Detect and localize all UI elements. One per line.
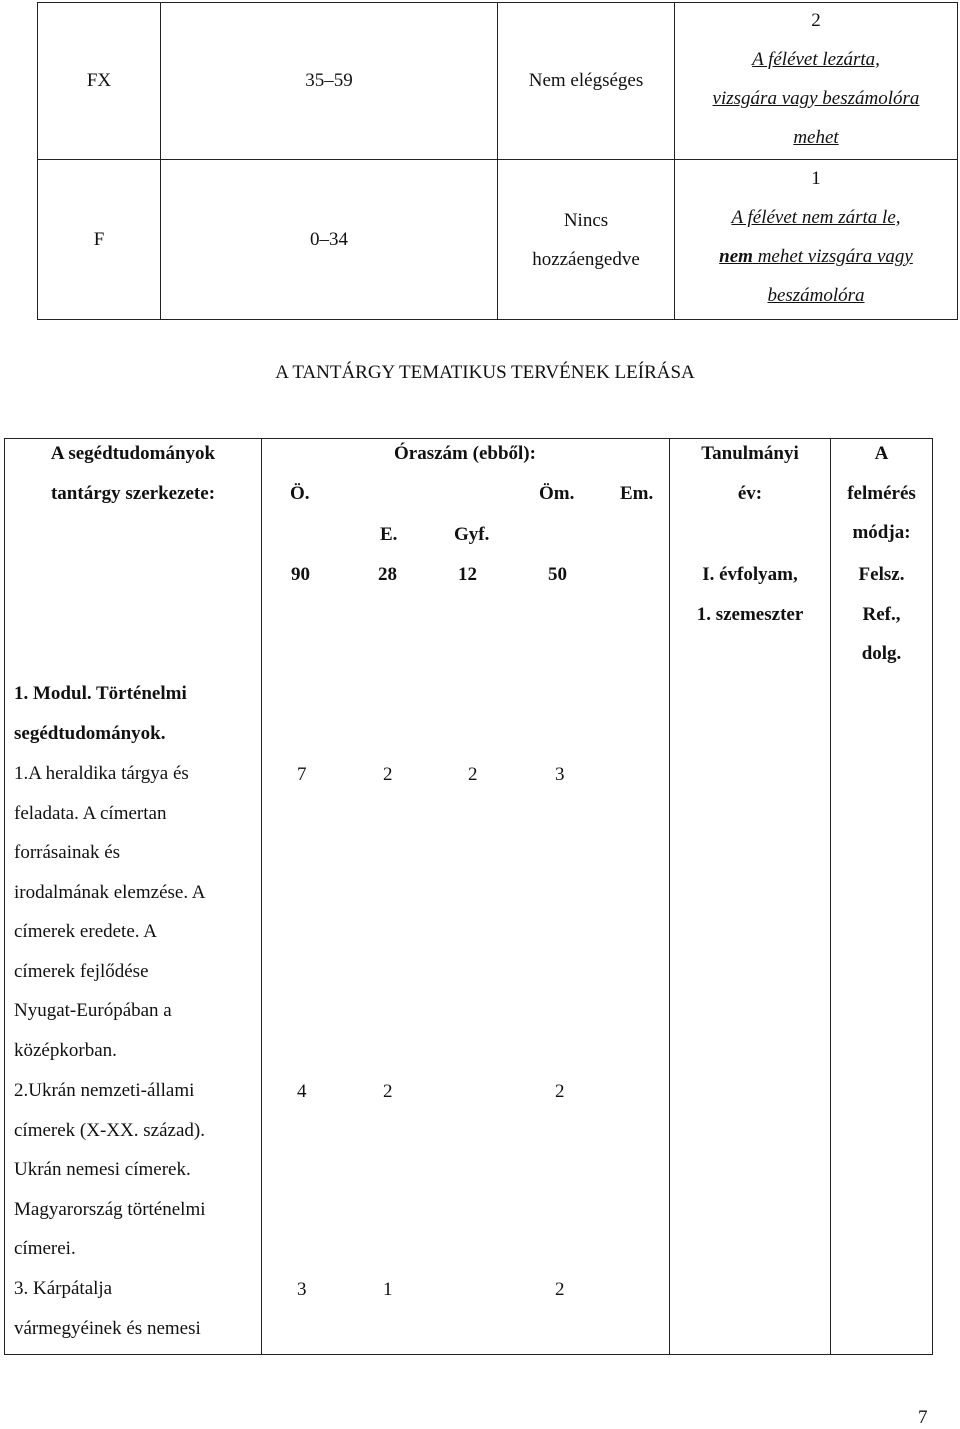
topic-1-o: 7 [297,764,307,785]
col-em-header: Em. [620,483,654,504]
study-header-line1: Tanulmányi [701,443,799,464]
topic-2-gyf: 2 [555,1081,565,1102]
assess-header [831,434,932,553]
total-year-line1: I. évfolyam, [702,564,798,585]
page-number: 7 [918,1407,928,1428]
col-om-header: Öm. [539,483,575,504]
total-e: 28 [378,564,397,585]
note-f-bold: nem [719,245,753,267]
points-f: 1 [811,167,821,189]
topic-1-gyf: 2 [468,764,478,785]
structure-header-line2: tantárgy szerkezete: [50,482,216,504]
topic-1-om: 3 [555,764,565,785]
topic-line: középkorban. [14,1039,117,1061]
topic-line: címerek fejlődése [14,960,149,982]
topic-line: 3. Kárpátalja [14,1278,113,1299]
total-method [831,555,932,674]
range-fx: 35–59 [305,70,353,91]
col-gyf-header: Gyf. [454,524,490,545]
topic-line: irodalmának elemzése. A [14,881,206,903]
total-method-line2: Ref., [862,603,901,625]
topic-line: Magyarország történelmi [14,1198,206,1220]
assess-header-line1: A [874,443,889,464]
topic-3-text [14,1269,201,1348]
study-header-line2: év: [737,482,763,504]
total-o: 90 [291,564,310,585]
range-f: 0–34 [310,229,348,250]
topic-1-text [14,754,206,1070]
topic-3-o: 3 [297,1279,307,1300]
grade-f: F [93,229,105,250]
col-o-header: Ö. [290,483,310,504]
topic-2-e: 2 [383,1081,393,1102]
topic-line: vármegyéinek és nemesi [14,1317,201,1339]
study-header [670,434,830,513]
module-title-line2: segédtudományok. [14,722,166,744]
note-f [675,157,957,316]
topic-line: 2.Ukrán nemzeti-állami [14,1080,195,1101]
hours-header: Óraszám (ebből): [394,443,536,464]
topic-line: Nyugat-Európában a [14,1000,172,1021]
label-f-line1: Nincs [563,209,609,231]
topic-3-e: 1 [383,1279,393,1300]
assess-header-line3: módja: [852,522,911,543]
total-year [670,555,830,634]
module-title [14,674,187,753]
total-method-line1: Felsz. [858,564,905,585]
col-e-header: E. [380,524,398,545]
note-fx-line1: A félévet lezárta, [752,48,880,70]
topic-line: Ukrán nemesi címerek. [14,1159,191,1180]
note-f-line1: A félévet nem zárta le, [731,206,901,228]
topic-2-text [14,1071,206,1269]
total-om: 50 [548,564,567,585]
note-fx-line2: vizsgára vagy beszámolóra [712,87,920,109]
points-fx: 2 [811,9,821,31]
label-f-line2: hozzáengedve [532,248,640,270]
topic-1-e: 2 [383,764,393,785]
assess-header-line2: felmérés [847,482,916,504]
topic-3-gyf: 2 [555,1279,565,1300]
topic-line: címerek eredete. A [14,921,157,942]
note-f-line2 [719,237,913,276]
total-gyf: 12 [458,564,477,585]
label-fx: Nem elégséges [528,70,644,91]
note-fx [675,0,957,157]
section-title: A TANTÁRGY TEMATIKUS TERVÉNEK LEÍRÁSA [275,362,695,383]
label-f [498,160,674,319]
topic-line: címerei. [14,1238,76,1259]
structure-header [5,434,261,513]
note-f-rest: mehet vizsgára vagy [752,245,913,267]
topic-line: 1.A heraldika tárgya és [14,763,189,784]
note-f-line3: beszámolóra [767,284,865,306]
topic-line: feladata. A címertan [14,802,167,824]
total-method-line3: dolg. [861,643,902,664]
topic-2-o: 4 [297,1081,307,1102]
module-title-line1: 1. Modul. Történelmi [14,683,187,704]
structure-header-line1: A segédtudományok [50,443,216,464]
topic-line: címerek (X-XX. század). [14,1119,205,1141]
grade-fx: FX [86,70,112,91]
total-year-line2: 1. szemeszter [696,603,804,625]
note-fx-line3: mehet [793,126,839,148]
topic-line: forrásainak és [14,842,121,863]
